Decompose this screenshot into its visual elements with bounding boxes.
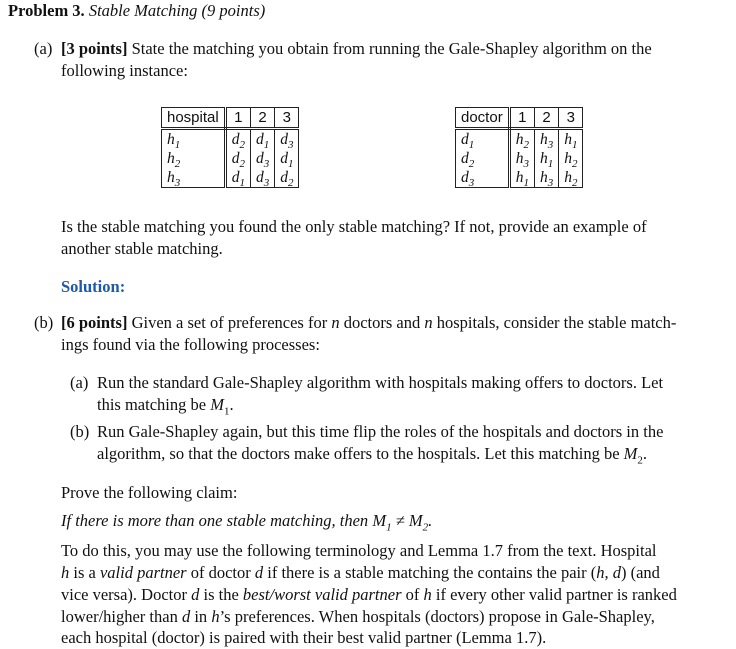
table-header-cell: doctor	[456, 108, 510, 129]
table-cell: $d_1$	[250, 129, 274, 150]
sub-b-line1: Run Gale-Shapley again, but this time flip the roles of the hospitals and doctors in the	[97, 422, 664, 441]
table-row	[456, 149, 583, 168]
table-cell: $h_1$	[559, 129, 583, 150]
table-cell: $h_1$	[534, 149, 558, 168]
table-cell: $d_1$	[225, 168, 250, 188]
terms-line3: vice versa). Doctor d is the best/worst valid partner of h if every other valid partner is ranked	[61, 585, 677, 604]
doctor-preference-table	[455, 107, 583, 188]
table-cell: $h_3$	[509, 149, 534, 168]
table-cell: $h_1$	[162, 129, 226, 150]
sub-a-line2: this matching be $M_1$.	[97, 395, 234, 418]
problem-title: Stable Matching (9 points)	[88, 1, 266, 20]
table-header-cell: 2	[534, 108, 558, 129]
table-cell: $d_2$	[275, 168, 299, 188]
part-b-line2: ings found via the following processes:	[61, 335, 320, 354]
part-a-line2: following instance:	[61, 61, 188, 80]
table-cell: $d_2$	[225, 129, 250, 150]
table-cell: $d_3$	[250, 168, 274, 188]
part-b-marker: (b)	[34, 313, 54, 332]
terms-line1: To do this, you may use the following terminology and Lemma 1.7 from the text. Hospital	[61, 541, 657, 560]
terms-line2: h is a valid partner of doctor d if there is a stable matching the contains the pair (h, d) (and	[61, 563, 660, 582]
problem-label: Problem 3.	[8, 1, 85, 20]
prove-line: Prove the following claim:	[61, 483, 238, 502]
table-cell: $d_1$	[456, 129, 510, 150]
table-cell: $h_2$	[559, 168, 583, 188]
table-header-cell: 1	[509, 108, 534, 129]
table-cell: $d_2$	[456, 149, 510, 168]
hospital-preference-table	[161, 107, 299, 188]
part-a-text-line1	[61, 38, 652, 60]
table-header-cell: hospital	[162, 108, 226, 129]
table-row	[456, 168, 583, 188]
table-header-cell: 3	[559, 108, 583, 129]
table-cell: $h_1$	[509, 168, 534, 188]
part-b-points: [6 points]	[61, 313, 128, 332]
table-row	[162, 168, 299, 188]
table-cell: $d_3$	[456, 168, 510, 188]
table-cell: $h_3$	[534, 129, 558, 150]
table-cell: $h_3$	[162, 168, 226, 188]
table-cell: $h_2$	[559, 149, 583, 168]
table-cell: $d_2$	[225, 149, 250, 168]
table-cell: $d_1$	[275, 149, 299, 168]
terms-line4: lower/higher than d in h’s preferences. When hospitals (doctors) propose in Gale-Shapley,	[61, 607, 655, 626]
sub-b-line2: algorithm, so that the doctors make offers to the hospitals. Let this matching be $M_2$.	[97, 444, 648, 467]
claim-line: If there is more than one stable matching, then $M_1 \ne M_2$.	[61, 511, 433, 534]
sub-a-marker: (a)	[70, 373, 89, 392]
part-a-line1: State the matching you obtain from running the Gale-Shapley algorithm on the	[127, 39, 652, 58]
problem-heading	[8, 0, 265, 22]
sub-b-marker: (b)	[70, 422, 90, 441]
part-a-points: [3 points]	[61, 39, 128, 58]
table-row	[456, 129, 583, 150]
part-a-question-line1: Is the stable matching you found the only stable matching? If not, provide an example of	[61, 217, 647, 236]
table-header-cell: 3	[275, 108, 299, 129]
sub-a-line1: Run the standard Gale-Shapley algorithm with hospitals making offers to doctors. Let	[97, 373, 664, 392]
part-b-text-line1: [6 points] Given a set of preferences for n doctors and n hospitals, consider the stable match-	[61, 313, 677, 332]
table-cell: $d_3$	[250, 149, 274, 168]
solution-label: Solution:	[61, 277, 126, 296]
table-cell: $h_2$	[509, 129, 534, 150]
part-a-marker: (a)	[34, 39, 53, 58]
terms-line5: each hospital (doctor) is paired with their best valid partner (Lemma 1.7).	[61, 628, 547, 647]
table-row	[162, 129, 299, 150]
table-header-cell: 2	[250, 108, 274, 129]
table-cell: $h_3$	[534, 168, 558, 188]
table-row	[162, 149, 299, 168]
table-cell: $d_3$	[275, 129, 299, 150]
part-a-question-line2: another stable matching.	[61, 239, 223, 258]
table-cell: $h_2$	[162, 149, 226, 168]
table-header-cell: 1	[225, 108, 250, 129]
